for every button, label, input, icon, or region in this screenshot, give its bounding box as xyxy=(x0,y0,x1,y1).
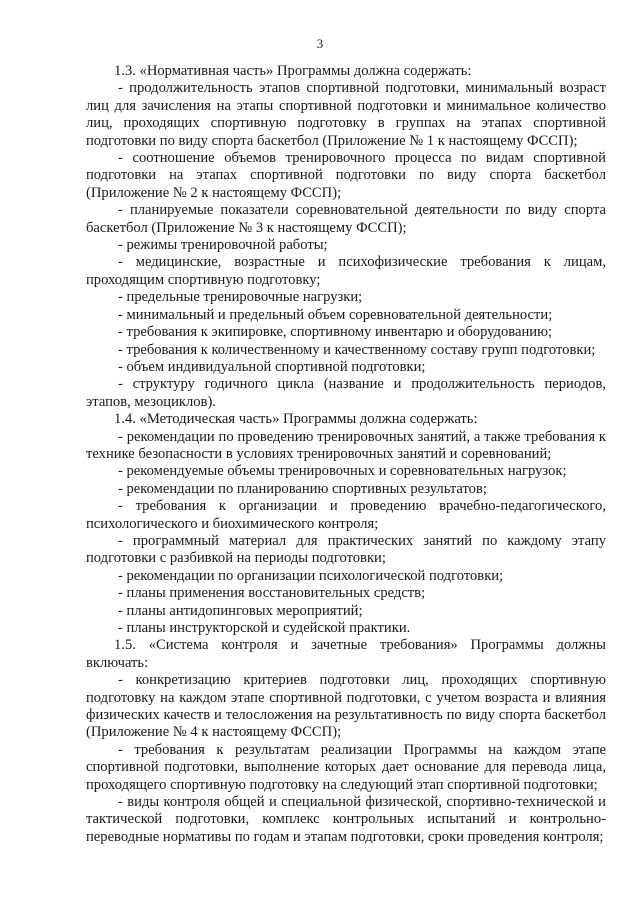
section-heading: 1.3. «Нормативная часть» Программы должна содержать: xyxy=(114,63,472,79)
list-item: - рекомендации по проведению тренировочных занятий, а также требования к технике безопасности в условиях тренировочных занятий и соревнований; xyxy=(86,428,606,462)
list-item: - рекомендации по организации психологической подготовки; xyxy=(118,567,504,584)
list-item: - планируемые показатели соревновательной деятельности по виду спорта баскетбол (Приложение № 3 к настоящему ФССП); xyxy=(86,202,606,236)
list-item: - медицинские, возрастные и психофизические требования к лицам, проходящим спортивную подготовку; xyxy=(86,254,606,288)
list-item: - конкретизацию критериев подготовки лиц, проходящих спортивную подготовку на каждом этапе спортивной подготовки, с учетом возраста и влияния физических качеств и телосложения на результативность по виду спорта баскетбол (Приложение № 4 к настоящему ФССП); xyxy=(86,672,606,741)
list-item: - продолжительность этапов спортивной подготовки, минимальный возраст лиц для зачисления на этапы спортивной подготовки и минимальное количество лиц, проходящих спортивную подготовку в группах на этапах спортивной подготовки по виду спорта баскетбол (Приложение № 1 к настоящему ФССП); xyxy=(86,80,606,149)
document-body xyxy=(86,63,606,846)
list-item: - планы инструкторской и судейской практики. xyxy=(118,620,411,636)
list-item: - соотношение объемов тренировочного процесса по видам спортивной подготовки на этапах спортивной подготовки по виду спорта баскетбол (Приложение № 2 к настоящему ФССП); xyxy=(86,150,606,201)
list-item: - требования к организации и проведению врачебно-педагогического, психологического и биохимического контроля; xyxy=(86,498,606,532)
list-item: - объем индивидуальной спортивной подготовки; xyxy=(118,358,426,375)
section-heading: 1.4. «Методическая часть» Программы должна содержать: xyxy=(114,411,478,428)
list-item: - программный материал для практических занятий по каждому этапу подготовки с разбивкой на периоды подготовки; xyxy=(86,532,606,567)
list-item: - требования к экипировке, спортивному инвентарю и оборудованию; xyxy=(118,324,553,341)
list-item: - предельные тренировочные нагрузки; xyxy=(118,289,363,306)
list-item: - требования к количественному и качественному составу групп подготовки; xyxy=(118,341,596,358)
list-item: - виды контроля общей и специальной физической, спортивно-технической и тактической подготовки, комплекс контрольных испытаний и контрольно-переводные нормативы по годам и этапам подготовки, сроки проведения контроля; xyxy=(86,794,606,845)
section-heading: 1.5. «Система контроля и зачетные требования» Программы должны включать: xyxy=(86,637,606,671)
list-item: - рекомендации по планированию спортивных результатов; xyxy=(118,480,487,497)
list-item: - планы антидопинговых мероприятий; xyxy=(118,602,363,619)
list-item: - минимальный и предельный объем соревновательной деятельности; xyxy=(118,306,553,323)
list-item: - требования к результатам реализации Программы на каждом этапе спортивной подготовки, выполнение которых дает основание для перевода лица, проходящего спортивную подготовку на следующий этап спортивной подготовки; xyxy=(86,741,606,793)
list-item: - режимы тренировочной работы; xyxy=(118,237,328,254)
list-item: - рекомендуемые объемы тренировочных и соревновательных нагрузок; xyxy=(118,463,567,480)
list-item: - планы применения восстановительных средств; xyxy=(118,585,426,602)
list-item: - структуру годичного цикла (название и продолжительность периодов, этапов, мезоциклов). xyxy=(86,376,606,410)
page-number: 3 xyxy=(316,36,324,51)
